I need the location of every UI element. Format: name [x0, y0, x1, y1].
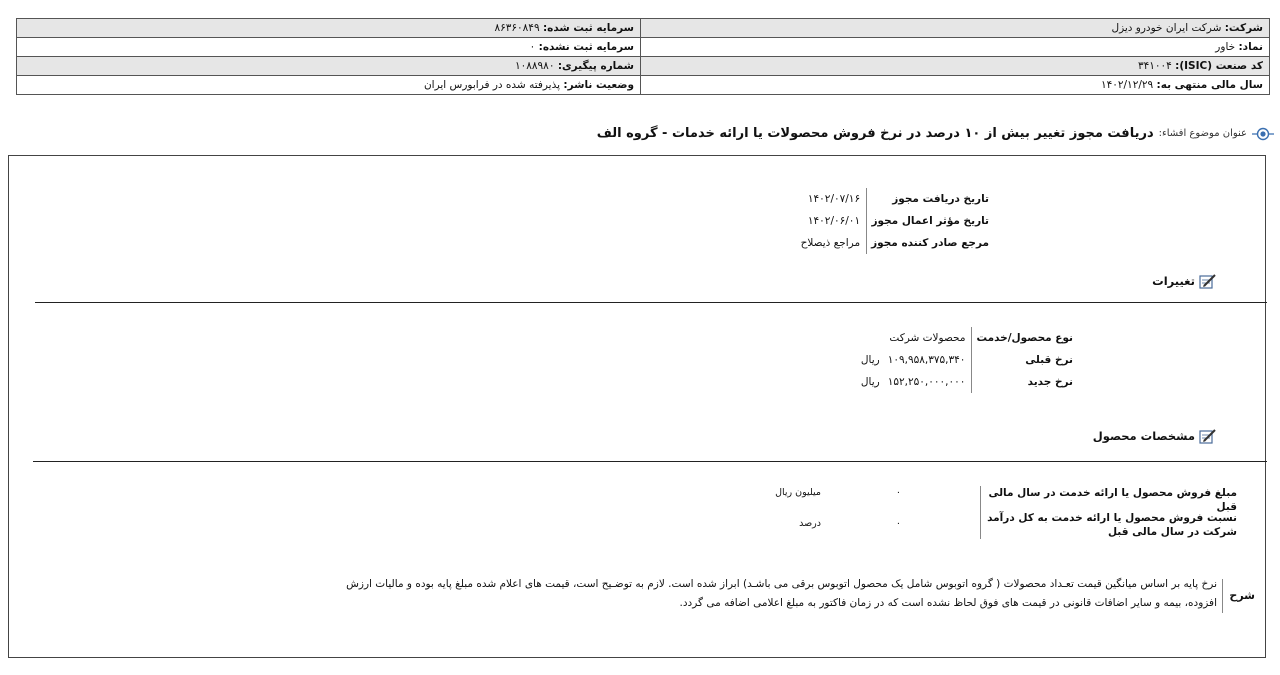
- old-rate-label: نرخ قبلی: [972, 349, 1077, 371]
- info-row-3: [17, 57, 1270, 76]
- symbol-cell: [641, 38, 1270, 57]
- sales-ratio-row: [241, 511, 1241, 543]
- isic-label: [1175, 60, 1263, 72]
- product-type-row: [857, 327, 1077, 349]
- unregistered-capital-label: سرمایه ثبت نشده:: [538, 41, 634, 53]
- isic-label-post: ):: [1175, 60, 1185, 72]
- tracking-label: شماره پیگیری:: [557, 60, 634, 72]
- info-row-2: [17, 38, 1270, 57]
- old-rate-row: [857, 349, 1077, 371]
- sales-amount-label: مبلغ فروش محصول یا ارائه خدمت در سال مالی قبل: [980, 486, 1241, 514]
- edit-icon: [1199, 273, 1217, 289]
- changes-divider: [35, 302, 1267, 303]
- product-type-value: محصولات شرکت: [889, 332, 966, 344]
- sales-ratio-value: ۰: [895, 518, 901, 529]
- changes-table: [856, 327, 1077, 393]
- changes-title-text: تغییرات: [1152, 274, 1195, 288]
- isic-value: ۳۴۱۰۰۴: [1137, 60, 1172, 72]
- disclosure-subject: [597, 126, 1274, 141]
- edit-icon: [1199, 428, 1217, 444]
- tracking-cell: [17, 57, 641, 76]
- product-specs-section-title: [1093, 428, 1217, 444]
- changes-section-title: [1152, 273, 1217, 289]
- old-rate-value: ۱۰۹,۹۵۸,۳۷۵,۳۴۰: [887, 354, 966, 366]
- permit-effective-value: ۱۴۰۲/۰۶/۰۱: [807, 215, 861, 227]
- symbol-value: خاور: [1215, 41, 1236, 53]
- subject-title: دریافت مجوز تغییر بیش از ۱۰ درصد در نرخ فروش محصولات یا ارائه خدمات - گروه الف: [596, 126, 1154, 141]
- target-icon: [1252, 127, 1274, 141]
- old-rate-unit: ریال: [860, 354, 880, 366]
- publisher-status-label: وضعیت ناشر:: [563, 79, 634, 91]
- product-type-label: نوع محصول/خدمت: [972, 327, 1077, 349]
- company-info-table: [16, 18, 1270, 95]
- sales-amount-unit: میلیون ریال: [775, 487, 821, 498]
- permit-effective-row: [797, 210, 993, 232]
- sales-ratio-unit: درصد: [799, 518, 821, 529]
- permit-receipt-row: [797, 188, 993, 210]
- description-text: [37, 575, 1217, 613]
- sales-amount-value: ۰: [895, 487, 901, 498]
- isic-label-bold: ISIC: [1184, 60, 1208, 72]
- permit-receipt-value: ۱۴۰۲/۰۷/۱۶: [807, 193, 861, 205]
- unregistered-capital-cell: [17, 38, 641, 57]
- permit-issuer-label: مرجع صادر کننده مجوز: [867, 232, 993, 254]
- info-row-4: [17, 76, 1270, 95]
- registered-capital-value: ۸۶۳۶۰۸۴۹: [494, 22, 540, 34]
- description-line-2: افزوده، بیمه و سایر اضافات قانونی در قیمت های فوق لحاظ نشده است که در زمان فاکتور به مبلغ اعلامی اضافه می گردد.: [679, 597, 1217, 609]
- registered-capital-cell: [17, 19, 641, 38]
- permit-effective-label: تاریخ مؤثر اعمال مجوز: [867, 210, 993, 232]
- permit-table: [797, 188, 993, 254]
- new-rate-unit: ریال: [860, 376, 880, 388]
- company-label: شرکت:: [1224, 22, 1263, 34]
- sales-ratio-label-line1: نسبت فروش محصول یا ارائه خدمت به کل درآمد: [987, 512, 1237, 524]
- permit-issuer-row: [797, 232, 993, 254]
- registered-capital-label: سرمایه ثبت شده:: [542, 22, 634, 34]
- isic-label-pre: کد صنعت (: [1207, 60, 1263, 72]
- permit-receipt-label: تاریخ دریافت مجوز: [867, 188, 993, 210]
- symbol-label: نماد:: [1238, 41, 1263, 53]
- fiscal-year-label: سال مالی منتهی به:: [1156, 79, 1263, 91]
- product-specs-title-text: مشخصات محصول: [1092, 429, 1195, 443]
- new-rate-label: نرخ جدید: [972, 371, 1077, 393]
- publisher-status-cell: [17, 76, 641, 95]
- info-row-1: [17, 19, 1270, 38]
- subject-prefix: عنوان موضوع افشاء:: [1158, 128, 1247, 139]
- new-rate-value: ۱۵۲,۲۵۰,۰۰۰,۰۰۰: [887, 376, 966, 388]
- permit-issuer-value: مراجع ذیصلاح: [800, 237, 861, 249]
- sales-ratio-label: [980, 511, 1241, 539]
- unregistered-capital-value: ۰: [529, 41, 536, 53]
- description-line-1: نرخ پایه بر اساس میانگین قیمت تعـداد محصولات ( گروه اتوبوس شامل یک محصول اتوبوس برقی می باشـد) ابراز شده است. لازم به توضـیح است، قیمت های اعلام شده مبلغ پایه بوده و مالیات ارزش: [346, 578, 1217, 590]
- new-rate-row: [857, 371, 1077, 393]
- fiscal-year-cell: [641, 76, 1270, 95]
- fiscal-year-value: ۱۴۰۲/۱۲/۲۹: [1100, 79, 1154, 91]
- sales-ratio-label-line2: شرکت در سال مالی قبل: [1107, 526, 1237, 538]
- isic-cell: [641, 57, 1270, 76]
- tracking-value: ۱۰۸۸۹۸۰: [514, 60, 555, 72]
- disclosure-body: [8, 155, 1266, 658]
- description-label: شرح: [1222, 579, 1255, 613]
- company-cell: [641, 19, 1270, 38]
- publisher-status-value: پذیرفته شده در فرابورس ایران: [423, 79, 561, 91]
- sales-amount-row: [241, 486, 1241, 513]
- product-specs-divider: [33, 461, 1267, 462]
- company-value: شرکت ایران خودرو دیزل: [1111, 22, 1222, 34]
